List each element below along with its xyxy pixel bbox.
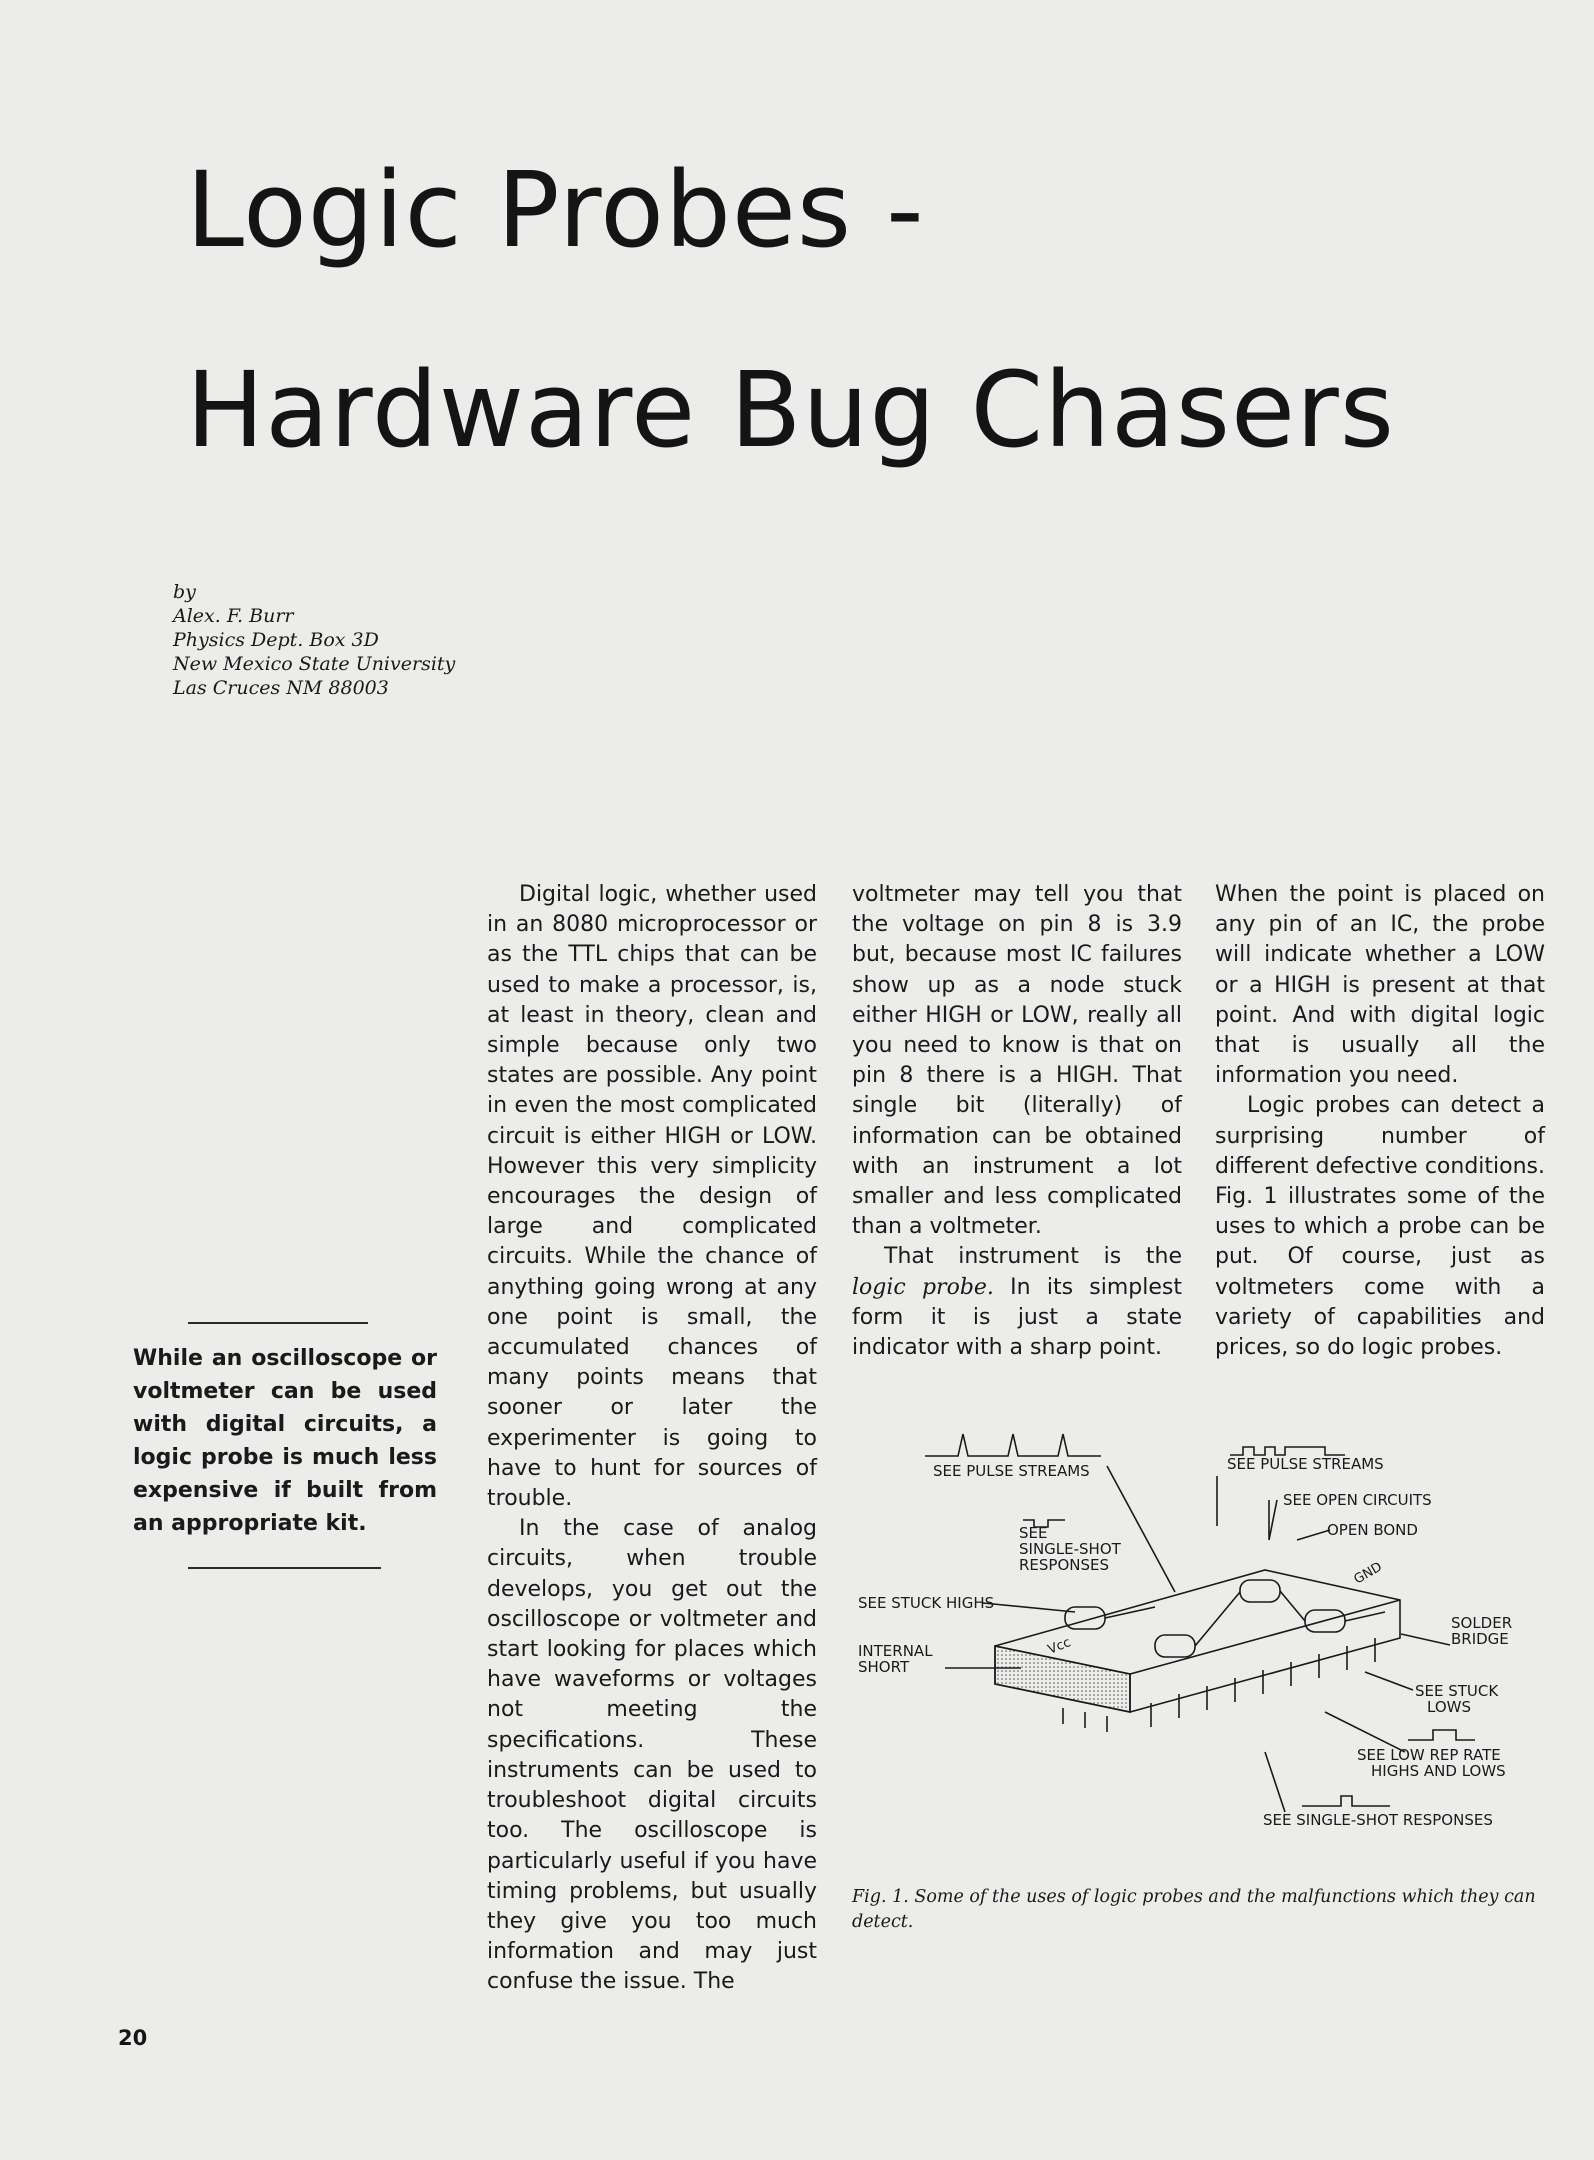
label-open-bond: OPEN BOND [1327,1521,1418,1539]
label-open-circuits: SEE OPEN CIRCUITS [1283,1491,1432,1509]
emphasis-logic-probe: logic probe. [852,1274,994,1300]
label-single-shot-bottom: SEE SINGLE-SHOT RESPONSES [1263,1811,1493,1829]
label-solder-bridge-2: BRIDGE [1451,1630,1509,1648]
label-vcc: Vcc [1045,1635,1074,1658]
byline-city: Las Cruces NM 88003 [173,677,389,699]
gate-wiring [1105,1591,1385,1646]
paragraph: voltmeter may tell you that the voltage on pin 8 is 3.9 but, because most IC failures show up as a node stuck either HIGH or LOW, really all you need to know is that on pin 8 there is a HIGH. That single bit (literally) of information can be obtained with an instrument a lot smaller and less complicated than a voltmeter. [852,882,1182,1240]
label-internal-short-2: SHORT [858,1658,910,1676]
byline [173,580,455,700]
pull-quote: While an oscilloscope or voltmeter can be used with digital circuits, a logic probe is much less expensive if built from an appropriate kit. [133,1346,437,1536]
figure-ic-diagram [845,1422,1565,1842]
byline-author: Alex. F. Burr [173,605,294,627]
gate-1 [1065,1607,1105,1629]
paragraph: Digital logic, whether used in an 8080 microprocessor or as the TTL chips that can be used to make a processor, is, at least in theory, clean and simple because only two states are possible. Any point in even the most complicated circuit is either HIGH or LOW. However this very simplicity encourages the design of large and complicated circuits. While the chance of anything going wrong at any one point is small, the accumulated chances of many points means that sooner or later the experimenter is going to have to hunt for sources of trouble. [487,882,817,1512]
paragraph: In the case of analog circuits, when trouble develops, you get out the oscilloscope or voltmeter and start looking for places which have waveforms or voltages not meeting the specifications. These instruments can be used to troubleshoot digital circuits too. The oscilloscope is particularly useful if you have timing problems, but usually they give you too much information and may just confuse the issue. The [487,1516,817,1995]
pull-quote-top-rule [188,1322,368,1324]
label-low-rep-1: SEE LOW REP RATE [1357,1746,1501,1764]
page-number: 20 [118,2026,148,2050]
paragraph: When the point is placed on any pin of an IC, the probe will indicate whether a LOW or a HIGH is present at that point. And with digital logic that is usually all the information you need. [1215,882,1545,1089]
pulse-stream-waveform-right [1230,1447,1345,1455]
paragraph: That instrument is the logic probe. In its simplest form it is just a state indicator with a sharp point. [852,1244,1182,1361]
label-single-shot-2: SINGLE-SHOT [1019,1540,1121,1558]
label-low-rep-2: HIGHS AND LOWS [1371,1762,1506,1780]
text-column-1 [487,880,817,1998]
paragraph: Logic probes can detect a surprising number of different defective conditions. Fig. 1 illustrates some of the uses to which a probe can be put. Of course, just as voltmeters come with a variety of capabilities and prices, so do logic probes. [1215,1093,1545,1361]
label-pulse-streams-left: SEE PULSE STREAMS [933,1462,1090,1480]
label-pulse-streams-right: SEE PULSE STREAMS [1227,1455,1384,1473]
pull-quote-bottom-rule [188,1567,381,1569]
single-shot-bottom-waveform [1302,1796,1390,1806]
byline-dept: Physics Dept. Box 3D [173,629,379,651]
label-gnd: GND [1351,1559,1385,1588]
title-line-1: Logic Probes - [186,149,925,271]
byline-university: New Mexico State University [173,653,456,675]
label-stuck-lows-2: LOWS [1427,1698,1471,1716]
ic-chip-side [995,1646,1130,1712]
low-rep-waveform [1408,1730,1475,1740]
label-single-shot-3: RESPONSES [1019,1556,1110,1574]
figure-caption: Fig. 1. Some of the uses of logic probes and the malfunctions which they can detect. [852,1887,1536,1932]
label-stuck-lows-1: SEE STUCK [1415,1682,1499,1700]
label-solder-bridge-1: SOLDER [1451,1614,1513,1632]
text-column-2 [852,880,1182,1363]
label-internal-short-1: INTERNAL [858,1642,933,1660]
gate-3 [1240,1580,1280,1602]
label-stuck-highs: SEE STUCK HIGHS [858,1594,995,1612]
title-line-2: Hardware Bug Chasers [186,349,1395,471]
label-single-shot-1: SEE [1019,1524,1048,1542]
pulse-stream-waveform-left [925,1434,1101,1456]
text-column-3 [1215,880,1545,1363]
byline-by: by [173,581,196,603]
gate-2 [1155,1635,1195,1657]
